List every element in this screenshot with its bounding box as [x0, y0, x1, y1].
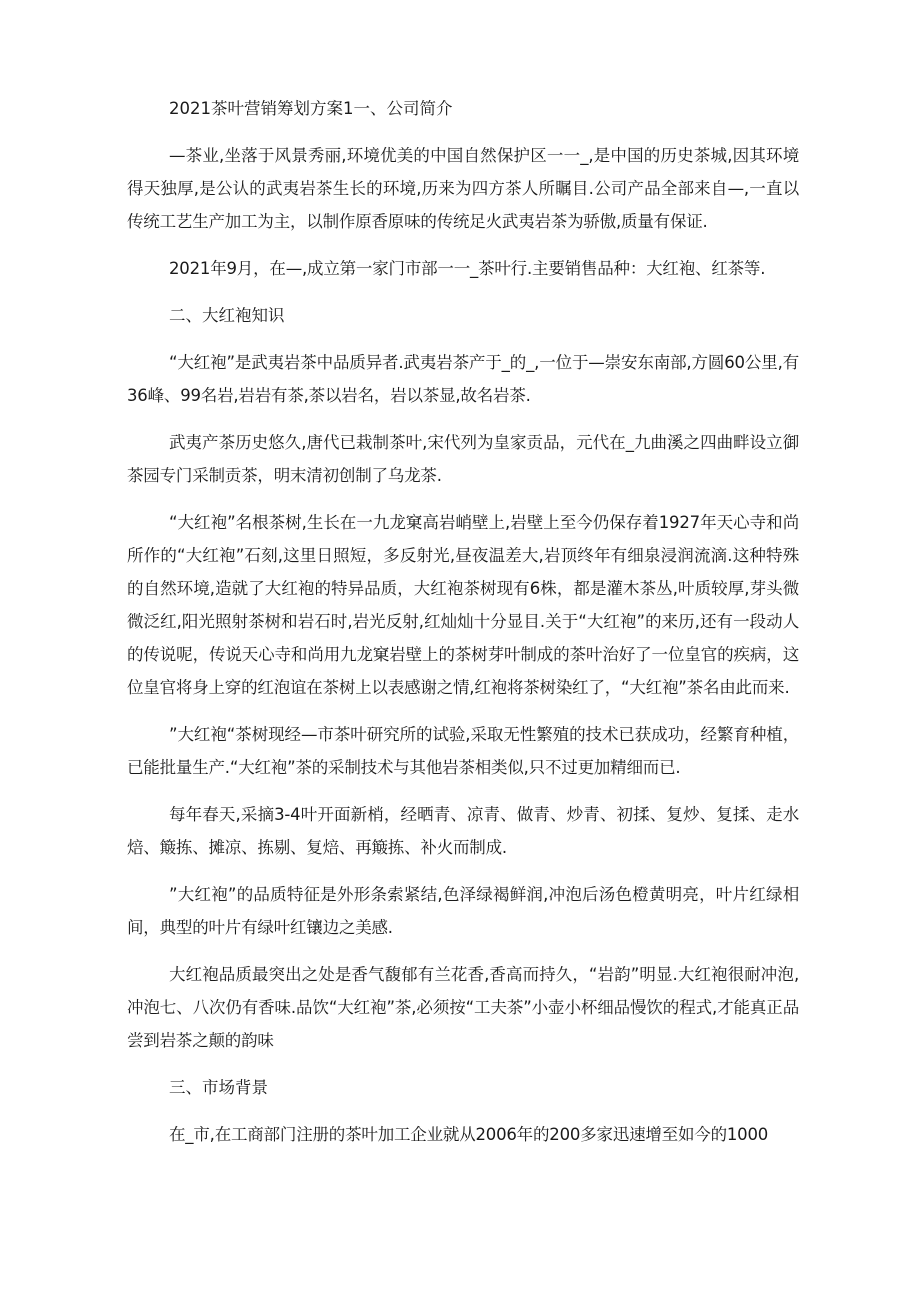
paragraph-store-opening: 2021年9月，在—,成立第一家门市部一一_茶叶行.主要销售品种：大红袍、红茶等. [169, 259, 766, 278]
document-body [127, 92, 799, 1165]
paragraph-tea-history: 武夷产茶历史悠久,唐代已栽制茶叶,宋代列为皇家贡品，元代在_九曲溪之四曲畔设立御茶园专门采制贡茶，明末清初创制了乌龙茶. [127, 433, 799, 485]
section-heading-dahongpao: 二、大红袍知识 [169, 306, 285, 325]
paragraph-aroma: 大红袍品质最突出之处是香气馥郁有兰花香,香高而持久，“岩韵”明显.大红袍很耐冲泡,冲泡七、八次仍有香味.品饮“大红袍”茶,必须按“工夫茶”小壶小杯细品慢饮的程式,才能真正品尝到岩茶之颠的韵味 [127, 965, 799, 1050]
paragraph-mother-tree: “大红袍”名根茶树,生长在一九龙窠高岩峭壁上,岩壁上至今仍保存着1927年天心寺和尚所作的“大红袍”石刻,这里日照短，多反射光,昼夜温差大,岩顶终年有细泉浸润流滴.这种特殊的自然环境,造就了大红袍的特异品质，大红袍茶树现有6株，都是灌木茶丛,叶质较厚,芽头微微泛红,阳光照射茶树和岩石时,岩光反射,红灿灿十分显目.关于“大红袍”的来历,还有一段动人的传说呢，传说天心寺和尚用九龙窠岩壁上的茶树芽叶制成的茶叶治好了一位皇官的疾病，这位皇官将身上穿的红泡谊在茶树上以表感谢之情,红袍将茶树染红了，“大红袍”茶名由此而来. [127, 513, 799, 697]
paragraph-dahongpao-origin: “大红袍”是武夷岩茶中品质异者.武夷岩茶产于_的_,一位于—崇安东南部,方圆60公里,有36峰、99名岩,岩岩有茶,茶以岩名，岩以茶显,故名岩茶. [127, 353, 799, 405]
section-heading-market: 三、市场背景 [169, 1078, 268, 1097]
paragraph-propagation: ”大红袍“茶树现经—市茶叶研究所的试验,采取无性繁殖的技术已获成功，经繁育种植，已能批量生产.“大红袍”茶的采制技术与其他岩茶相类似,只不过更加精细而已. [127, 725, 799, 777]
paragraph-processing: 每年春天,采摘3-4叶开面新梢，经晒青、凉青、做青、炒青、初揉、复炒、复揉、走水焙、簸拣、摊凉、拣剔、复焙、再簸拣、补火而制成. [127, 805, 799, 857]
document-title: 2021茶叶营销筹划方案1一、公司简介 [169, 99, 453, 118]
paragraph-company-intro: —茶业,坐落于风景秀丽,环境优美的中国自然保护区一一_,是中国的历史茶城,因其环境得天独厚,是公认的武夷岩茶生长的环境,历来为四方茶人所瞩目.公司产品全部来自—,一直以传统工艺生产加工为主，以制作原香原味的传统足火武夷岩茶为骄傲,质量有保证. [127, 146, 799, 231]
paragraph-quality-features: ”大红袍”的品质特征是外形条索紧结,色泽绿褐鲜润,冲泡后汤色橙黄明亮，叶片红绿相间，典型的叶片有绿叶红镶边之美感. [127, 885, 799, 937]
paragraph-market-background: 在_市,在工商部门注册的茶叶加工企业就从2006年的200多家迅速增至如今的1000 [169, 1125, 769, 1144]
